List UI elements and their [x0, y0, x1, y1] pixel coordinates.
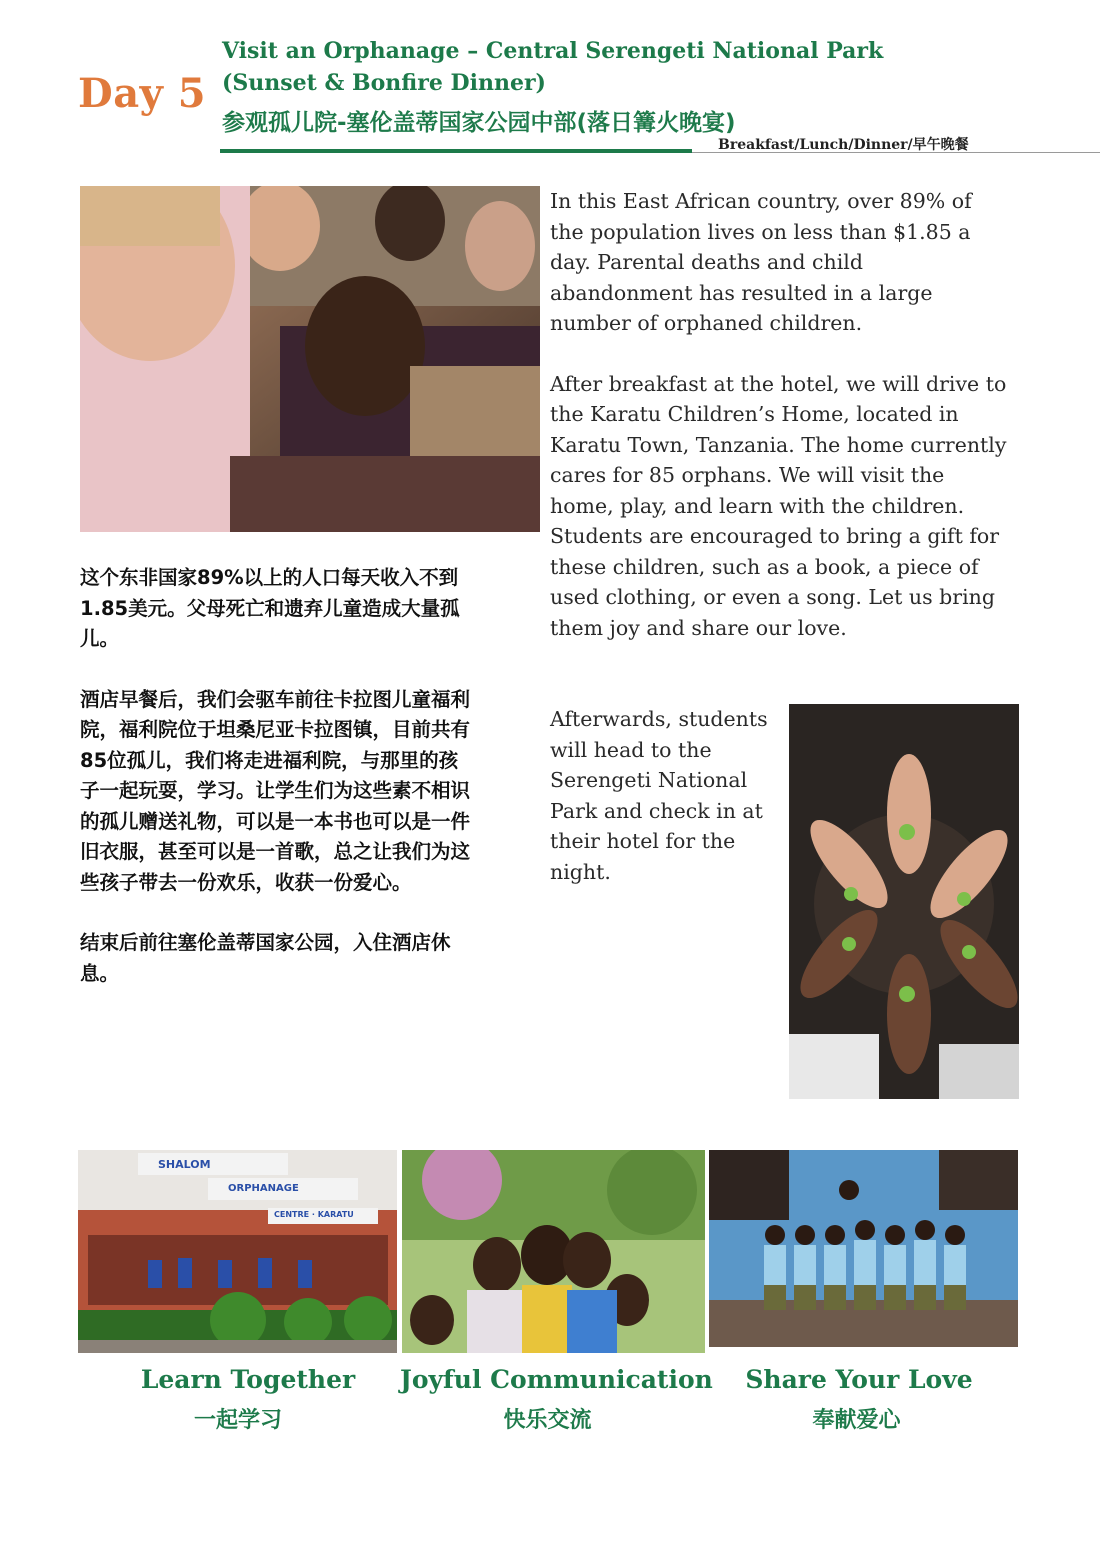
caption-learn-together-en: Learn Together	[140, 1365, 356, 1394]
orphanage-sign-orphanage: ORPHANAGE	[228, 1183, 299, 1194]
title-english-line-2: (Sunset & Bonfire Dinner)	[222, 70, 546, 96]
orphanage-building-photo	[78, 1150, 397, 1353]
title-chinese: 参观孤儿院-塞伦盖蒂国家公园中部(落日篝火晚宴)	[222, 110, 736, 136]
children-group-photo	[709, 1150, 1018, 1347]
english-paragraph-3: Afterwards, students will head to the Serengeti National Park and check in at their hotel for the night.	[550, 707, 768, 884]
hands-seedlings-photo	[789, 704, 1019, 1099]
header-rule-green	[220, 149, 692, 153]
classroom-photo	[80, 186, 540, 532]
chinese-paragraph-2: 酒店早餐后，我们会驱车前往卡拉图儿童福利院，福利院位于坦桑尼亚卡拉图镇，目前共有85位孤儿，我们将走进福利院，与那里的孩子一起玩耍，学习。让学生们为这些素不相识的孤儿赠送礼物，可以是一本书也可以是一件旧衣服，甚至可以是一首歌，总之让我们为这些孩子带去一份欢乐，收获一份爱心。	[80, 687, 471, 894]
meals-line: Breakfast/Lunch/Dinner/早午晚餐	[718, 137, 969, 153]
chinese-text-block	[80, 563, 476, 1019]
english-paragraph-2: After breakfast at the hotel, we will drive to the Karatu Children’s Home, located in Karatu Town, Tanzania. The home currently cares for 85 orphans. We will visit the home, play, and learn with the children. Students are encouraged to bring a gift for these children, such as a book, a piece of used clothing, or even a song. Let us bring them joy and share our love.	[550, 371, 1007, 640]
caption-share-your-love-en: Share Your Love	[745, 1365, 973, 1394]
caption-joyful-communication-en: Joyful Communication	[400, 1365, 713, 1394]
title-english-line-1: Visit an Orphanage – Central Serengeti National Park	[222, 38, 884, 64]
english-paragraph-1: In this East African country, over 89% of the population lives on less than $1.85 a day. Parental deaths and child abandonment has resulted in a large number of orphaned children.	[550, 189, 972, 335]
chinese-paragraph-3: 结束后前往塞伦盖蒂国家公园，入住酒店休息。	[80, 931, 451, 985]
orphanage-sign-centre: CENTRE · KARATU	[274, 1210, 354, 1219]
caption-joyful-communication-zh: 快乐交流	[503, 1408, 592, 1433]
day-label: Day 5	[78, 70, 207, 117]
children-outdoors-photo	[402, 1150, 705, 1353]
caption-learn-together-zh: 一起学习	[193, 1408, 282, 1433]
caption-share-your-love-zh: 奉献爱心	[812, 1408, 901, 1433]
orphanage-sign-shalom: SHALOM	[158, 1158, 211, 1171]
english-text-block	[550, 186, 1010, 673]
chinese-paragraph-1: 这个东非国家89%以上的人口每天收入不到1.85美元。父母死亡和遗弃儿童造成大量孤儿。	[80, 566, 460, 650]
